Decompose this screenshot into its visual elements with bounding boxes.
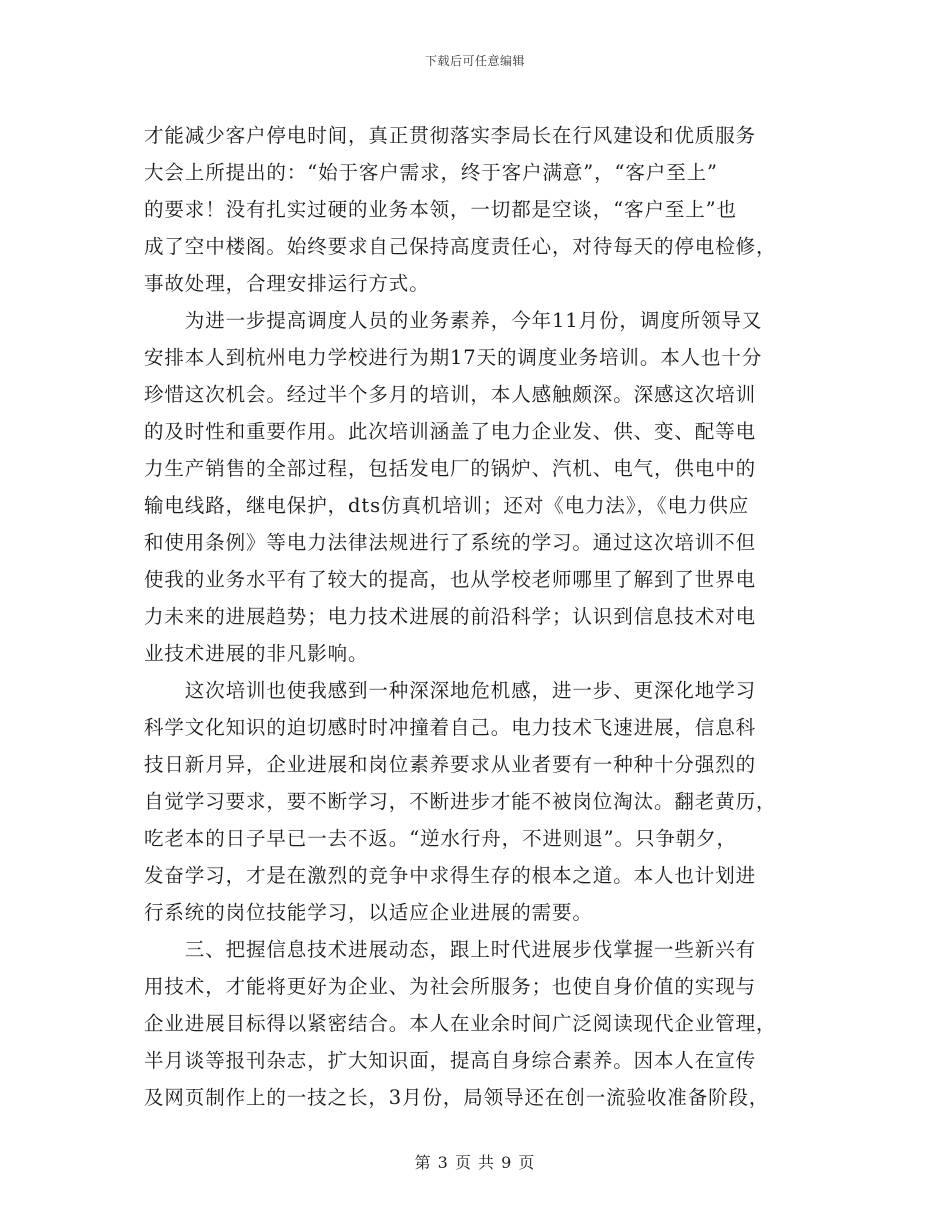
text-line: 输电线路，继电保护，dts仿真机培训；还对《电力法》，《电力供应: [144, 494, 750, 517]
text-line: 和使用条例》等电力法律法规进行了系统的学习。通过这次培训不但: [144, 531, 757, 554]
text-line: 的及时性和重要作用。此次培训涵盖了电力企业发、供、变、配等电: [144, 420, 757, 443]
text-line: 半月谈等报刊杂志，扩大知识面，提高自身综合素养。因本人在宣传: [144, 1049, 757, 1072]
text-line: 力未来的进展趋势；电力技术进展的前沿科学；认识到信息技术对电: [144, 605, 757, 628]
text-line: 成了空中楼阁。始终要求自己保持高度责任心，对待每天的停电检修，: [144, 235, 777, 258]
text-line: 用技术，才能将更好为企业、为社会所服务；也使自身价值的实现与: [144, 975, 757, 998]
text-line: 为进一步提高调度人员的业务素养，今年11月份，调度所领导又: [144, 309, 763, 332]
text-line: 业技术进展的非凡影响。: [144, 642, 369, 665]
page-header-note: 下载后可任意编辑: [424, 54, 525, 68]
text-line: 吃老本的日子早已一去不返。“逆水行舟，不进则退”。只争朝夕，: [144, 827, 737, 850]
text-line: 使我的业务水平有了较大的提高，也从学校老师哪里了解到了世界电: [144, 568, 757, 591]
text-line: 技日新月异，企业进展和岗位素养要求从业者要有一种种十分强烈的: [144, 753, 757, 776]
text-line: 发奋学习，才是在激烈的竞争中求得生存的根本之道。本人也计划进: [144, 864, 757, 887]
text-line: 的要求！没有扎实过硬的业务本领，一切都是空谈，“客户至上”也: [144, 198, 737, 221]
document-body: [144, 117, 807, 1116]
text-line: 事故处理，合理安排运行方式。: [144, 272, 430, 295]
text-line: 安排本人到杭州电力学校进行为期17天的调度业务培训。本人也十分: [144, 346, 763, 369]
page-number: 第 3 页 共 9 页: [414, 1153, 536, 1172]
text-line: 三、把握信息技术进展动态，跟上时代进展步伐掌握一些新兴有: [144, 938, 757, 961]
text-line: 企业进展目标得以紧密结合。本人在业余时间广泛阅读现代企业管理，: [144, 1012, 777, 1035]
text-line: 及网页制作上的一技之长，3月份，局领导还在创一流验收准备阶段，: [144, 1086, 770, 1109]
text-line: 这次培训也使我感到一种深深地危机感，进一步、更深化地学习: [144, 679, 757, 702]
text-line: 才能减少客户停电时间，真正贯彻落实李局长在行风建设和优质服务: [144, 124, 757, 147]
text-line: 力生产销售的全部过程，包括发电厂的锅炉、汽机、电气，供电中的: [144, 457, 757, 480]
text-line: 大会上所提出的：“始于客户需求，终于客户满意”，“客户至上”: [144, 161, 718, 184]
text-line: 科学文化知识的迫切感时时冲撞着自己。电力技术飞速进展，信息科: [144, 716, 757, 739]
text-line: 珍惜这次机会。经过半个多月的培训，本人感触颇深。深感这次培训: [144, 383, 757, 406]
text-line: 行系统的岗位技能学习，以适应企业进展的需要。: [144, 901, 593, 924]
text-line: 自觉学习要求，要不断学习，不断进步才能不被岗位淘汰。翻老黄历，: [144, 790, 777, 813]
